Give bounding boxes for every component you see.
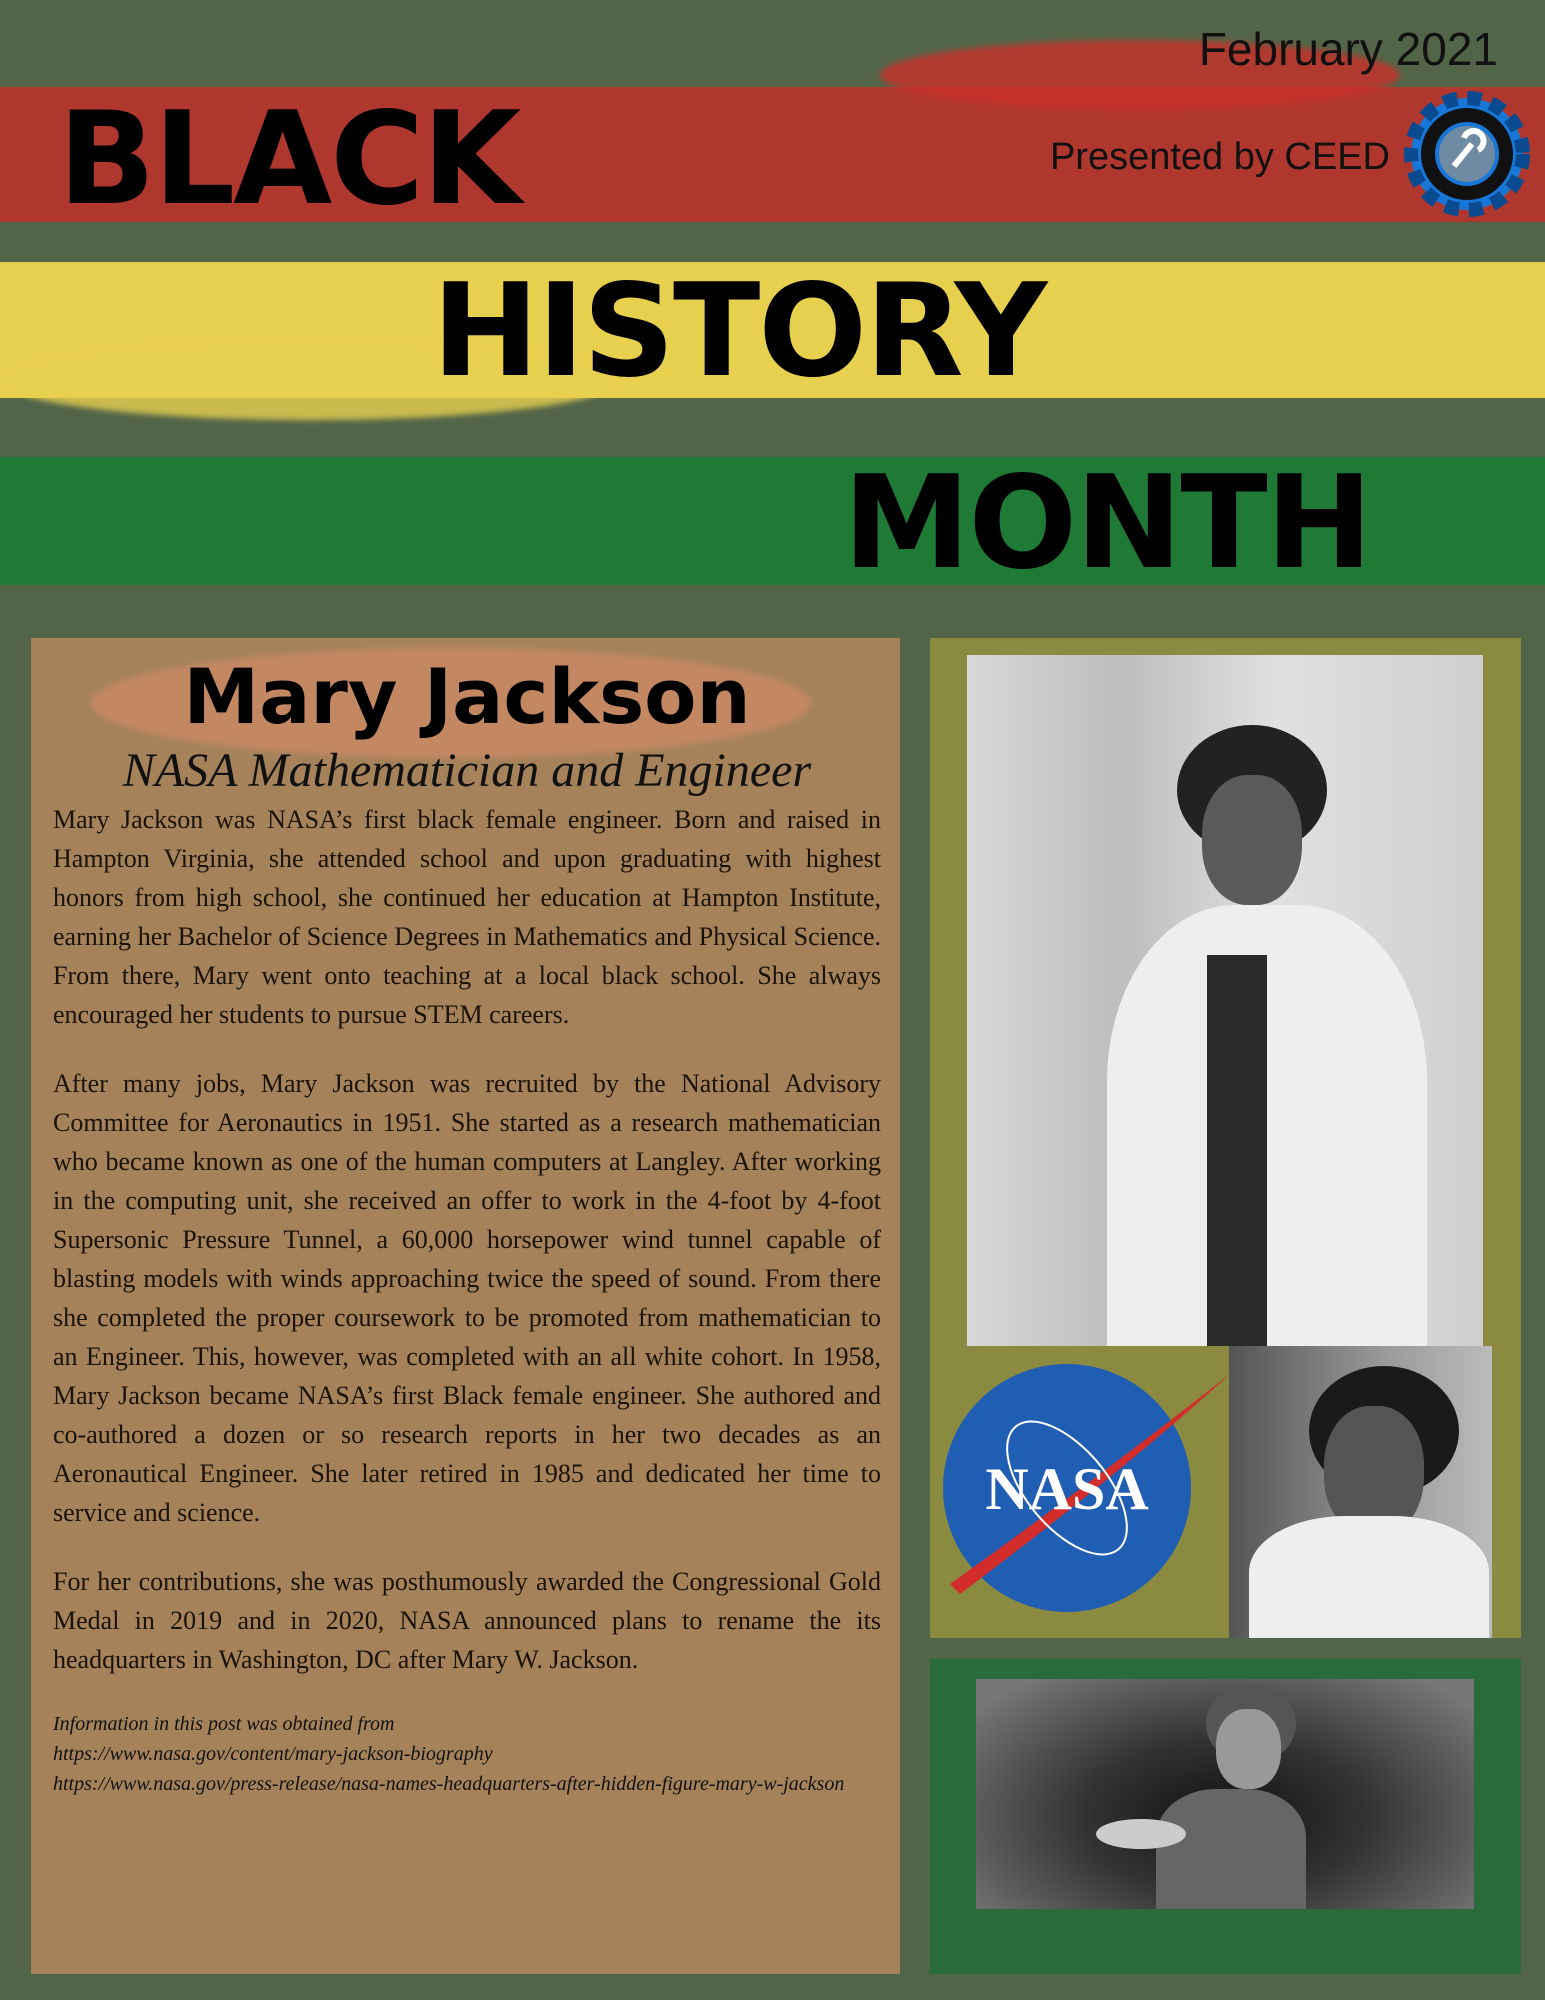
source-link[interactable]: https://www.nasa.gov/press-release/nasa-names-headquarters-after-hidden-figure-mary-w-jackson [53,1773,845,1795]
sources-intro: Information in this post was obtained from [53,1713,395,1735]
article-subtitle: NASA Mathematician and Engineer [122,744,812,797]
paragraph-2: After many jobs, Mary Jackson was recruited by the National Advisory Committee for Aeronautics in 1951. She started as a research mathematician who became known as one of the human computers at Langley. After working in the computing unit, she received an offer to work in the 4-foot by 4-foot Supersonic Pressure Tunnel, a 60,000 horsepower wind tunnel capable of blasting models with winds approaching twice the speed of sound. From there she completed the proper coursework to be promoted from mathematician to an Engineer. This, however, was completed with an all white cohort. In 1958, Mary Jackson became NASA’s first Black female engineer. She authored and co-authored a dozen or so research reports in her two decades as an Aeronautical Engineer. She later retired in 1985 and dedicated her time to service and science. [53,1069,881,1527]
mary-jackson-wind-tunnel-photo [976,1679,1474,1909]
mary-jackson-portrait-photo [967,655,1483,1346]
heading-history: HISTORY [432,257,1046,406]
heading-month: MONTH [843,449,1371,598]
nasa-logo [940,1364,1230,1614]
paragraph-3: For her contributions, she was posthumously awarded the Congressional Gold Medal in 2019 and in 2020, NASA announced plans to rename the its headquarters in Washington, DC after Mary W. Jackson. [53,1567,881,1674]
heading-black: BLACK [58,85,520,234]
source-link[interactable]: https://www.nasa.gov/content/mary-jackson-biography [53,1743,493,1765]
nasa-logo-text: NASA [985,1456,1149,1522]
article-title: Mary Jackson [183,652,751,741]
paragraph-1: Mary Jackson was NASA’s first black female engineer. Born and raised in Hampton Virginia, she attended school and upon graduating with highest honors from high school, she continued her education at Hampton Institute, earning her Bachelor of Science Degrees in Mathematics and Physical Science. From there, Mary went onto teaching at a local black school. She always encouraged her students to pursue STEM careers. [53,805,881,1029]
date-label: February 2021 [1198,23,1498,75]
article-panel [31,638,900,1974]
mary-jackson-headshot-photo [1229,1346,1492,1638]
sources [53,1709,881,1799]
ceed-gear-logo [1402,86,1532,222]
presented-by: Presented by CEED [1049,136,1390,178]
